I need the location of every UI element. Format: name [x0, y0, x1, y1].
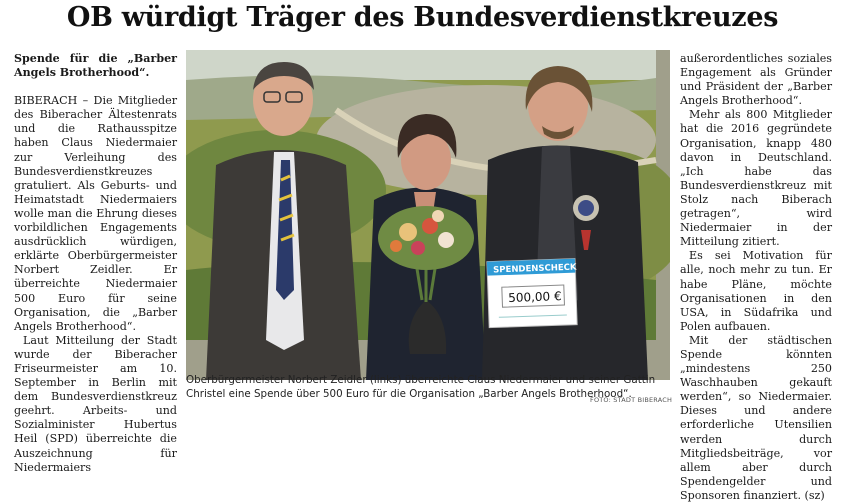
dateline: BIBERACH	[14, 94, 78, 108]
article-column-left	[14, 52, 177, 475]
article-paragraph: Mit der städtischen Spende könnten „mindestens 250 Waschhauben gekauft werden“, so Niedermaier. Dieses und andere erforderliche Utensilien werden durch Mitgliedsbeiträge, vor allem aber durch Spendengelder und Sponsoren finanziert. (sz)	[680, 333, 832, 502]
photo-credit: FOTO: STADT BIBERACH	[590, 396, 673, 404]
article-paragraph	[14, 94, 177, 334]
article-column-right	[680, 52, 832, 503]
donation-cheque	[487, 259, 579, 328]
article-paragraph: Laut Mitteilung der Stadt wurde der Biberacher Friseurmeister am 10. September in Berlin mit dem Bundesverdienstkreuz geehrt. Arbeits- und Sozialminister Hubertus Heil (SPD) überreichte die Auszeichnung für Niedermaiers	[14, 333, 177, 474]
kicker: Spende für die „Barber Angels Brotherhood“.	[14, 52, 177, 80]
article-paragraph: Es sei Motivation für alle, noch mehr zu tun. Er habe Pläne, möchte Organisationen in den USA, in Südafrika und Polen aufbauen.	[680, 249, 832, 333]
paragraph-text: – Die Mitglieder des Biberacher Ältestenrats und die Rathausspitze haben Claus Niedermaier zur Verleihung des Bundesverdienstkreuzes gratuliert. Als Geburts- und Heimatstadt Niedermaiers wolle man die Ehrung dieses vorbildlichen Engagements ausdrücklich würdigen, erklärte Oberbürgermeister Norbert Zeidler. Er überreichte Niedermaier 500 Euro für seine Organisation, die „Barber Angels Brotherhood“.	[14, 94, 177, 333]
cheque-amount: 500,00 €	[507, 289, 562, 305]
article-paragraph: Mehr als 800 Mitglieder hat die 2016 gegründete Organisation, knapp 480 davon in Deutschland. „Ich habe das Bundesverdienstkreuz mit Stolz nach Biberach getragen“, wird Niedermaier in der Mitteilung zitiert.	[680, 108, 832, 249]
photo-caption: Oberbürgermeister Norbert Zeidler (links) überreichte Claus Niedermaier und seiner Gattin Christel eine Spende über 500 Euro für die Organisation „Barber Angels Brotherhood“.	[186, 374, 656, 400]
cheque-title: SPENDENSCHECK	[493, 262, 577, 276]
news-photo	[186, 50, 670, 380]
article-paragraph: außerordentliches soziales Engagement als Gründer und Präsident der „Barber Angels Brotherhood“.	[680, 52, 832, 108]
headline: OB würdigt Träger des Bundesverdienstkreuzes	[66, 2, 779, 33]
